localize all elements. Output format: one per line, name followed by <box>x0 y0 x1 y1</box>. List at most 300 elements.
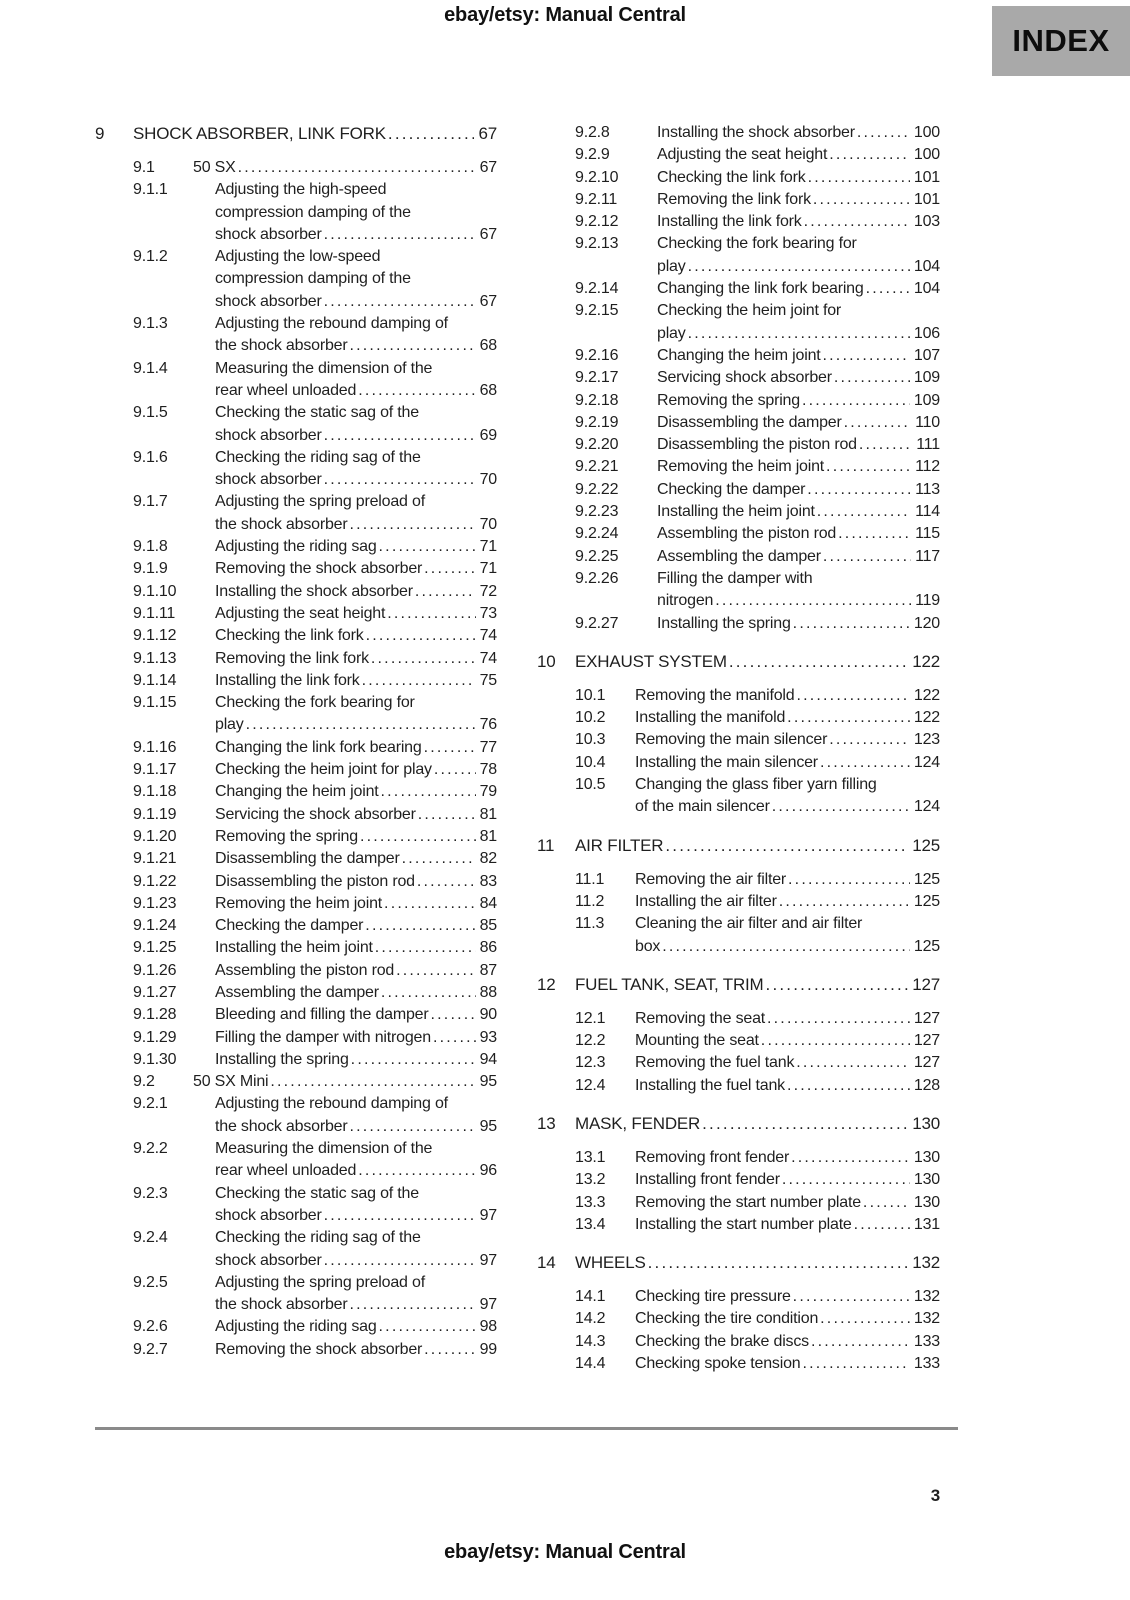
entry-title <box>657 345 940 367</box>
entry-number: 9.2.4 <box>133 1229 168 1247</box>
entry-title <box>657 233 940 278</box>
dot-leader <box>844 412 911 434</box>
dot-leader <box>767 1008 910 1030</box>
entry-title <box>215 179 497 246</box>
entry-page: 130 <box>913 1148 940 1166</box>
entry-page: 76 <box>479 716 497 734</box>
entry-title-line <box>635 1214 940 1236</box>
entry-title <box>215 536 497 558</box>
toc-column <box>95 122 497 1375</box>
dot-leader <box>371 648 476 670</box>
entry-title <box>635 1147 940 1169</box>
entry-page: 114 <box>915 503 940 521</box>
toc-column <box>537 122 940 1375</box>
dot-leader <box>415 581 476 603</box>
dot-leader <box>246 714 476 736</box>
entry-title-line <box>657 367 940 389</box>
entry-title-line <box>215 982 497 1004</box>
chapter-page: 67 <box>478 124 497 143</box>
entry-title-line <box>215 915 497 937</box>
entry-title-line: Adjusting the rebound damping of <box>215 315 448 333</box>
entry-title-text: Removing the shock absorber <box>215 560 423 578</box>
dot-leader <box>834 367 910 389</box>
dot-leader <box>863 1192 910 1214</box>
entry-title-line <box>635 1308 940 1330</box>
entry-title <box>215 402 497 447</box>
entry-title-text: Installing the air filter <box>635 892 777 910</box>
entry-page: 109 <box>913 391 940 409</box>
toc-entry <box>95 871 497 893</box>
toc-entry <box>95 1339 497 1361</box>
entry-title-text: Disassembling the piston rod <box>215 872 415 890</box>
toc-entry <box>95 246 497 313</box>
entry-page: 67 <box>479 292 497 310</box>
dot-leader <box>796 685 909 707</box>
entry-page: 81 <box>479 827 497 845</box>
entry-title-line <box>635 936 940 958</box>
entry-number: 9.1.1 <box>133 181 168 199</box>
toc-entry <box>537 300 940 345</box>
entry-number: 9.1.25 <box>133 939 177 957</box>
dot-leader <box>808 167 910 189</box>
entry-title-text: Changing the heim joint <box>215 783 379 801</box>
entry-number: 11.1 <box>575 870 605 888</box>
entry-title-line <box>215 291 497 313</box>
toc-entry <box>537 144 940 166</box>
entry-title-line: Filling the damper with <box>657 569 813 587</box>
entry-title-text: Removing the shock absorber <box>215 1340 423 1358</box>
dot-leader <box>384 893 476 915</box>
entry-title <box>215 1093 497 1138</box>
toc-entry <box>537 434 940 456</box>
entry-title-line: Adjusting the low-speed <box>215 248 381 266</box>
toc-entry <box>95 937 497 959</box>
toc-entry <box>537 1147 940 1169</box>
toc-entry <box>95 1027 497 1049</box>
entry-number: 9.2.9 <box>575 146 610 164</box>
entry-title-text: of the main silencer <box>635 798 770 816</box>
toc-entry <box>95 670 497 692</box>
entry-title-text: Removing front fender <box>635 1148 790 1166</box>
entry-title <box>635 1192 940 1214</box>
entry-title <box>635 1030 940 1052</box>
chapter-page: 132 <box>912 1253 940 1273</box>
entry-title-line <box>215 737 497 759</box>
dot-leader <box>804 211 910 233</box>
entry-title <box>635 707 940 729</box>
entry-title-line <box>657 613 940 635</box>
entry-page: 115 <box>915 525 940 543</box>
entry-number: 9.1.3 <box>133 315 168 333</box>
entry-title-line <box>215 1049 497 1071</box>
entry-title <box>215 313 497 358</box>
entry-number: 9.1.4 <box>133 359 168 377</box>
entry-title-line <box>635 1008 940 1030</box>
dot-leader <box>434 759 476 781</box>
entry-number: 9.2.24 <box>575 525 619 543</box>
entry-number: 9.1.26 <box>133 961 177 979</box>
entry-title-text: shock absorber <box>215 292 322 310</box>
entry-title <box>635 752 940 774</box>
toc-entry <box>95 982 497 1004</box>
entry-number: 14.4 <box>575 1355 606 1373</box>
entry-title-line <box>657 456 940 478</box>
entry-title-line: Checking the riding sag of the <box>215 448 421 466</box>
entry-number: 14.1 <box>575 1288 606 1306</box>
entry-page: 78 <box>479 761 497 779</box>
footer-title: ebay/etsy: Manual Central <box>444 1541 686 1563</box>
entry-title <box>215 1339 497 1361</box>
toc-entry <box>537 707 940 729</box>
toc-entry <box>537 913 940 958</box>
entry-number: 9.1.10 <box>133 582 177 600</box>
entry-title <box>215 960 497 982</box>
toc-entry <box>537 1052 940 1074</box>
toc-entry <box>95 781 497 803</box>
chapter-title: EXHAUST SYSTEM <box>575 651 727 671</box>
entry-title-line <box>215 759 497 781</box>
entry-title-text: Removing the main silencer <box>635 731 828 749</box>
toc-entry <box>537 1169 940 1191</box>
toc-entry <box>95 313 497 358</box>
entry-page: 122 <box>913 709 940 727</box>
entry-title-text: Installing front fender <box>635 1171 780 1189</box>
entry-title-line <box>635 1075 940 1097</box>
entry-page: 88 <box>479 983 497 1001</box>
entry-title <box>215 937 497 959</box>
entry-page: 104 <box>913 257 940 275</box>
entry-title <box>657 613 940 635</box>
dot-leader <box>829 144 910 166</box>
toc-entry <box>95 1227 497 1272</box>
entry-title-line: Measuring the dimension of the <box>215 359 433 377</box>
entry-number: 9.1.13 <box>133 649 177 667</box>
entry-number: 9.2.27 <box>575 614 619 632</box>
chapter-number: 9 <box>95 124 105 143</box>
entry-page: 84 <box>479 894 497 912</box>
dot-leader <box>349 514 475 536</box>
entry-title-text: Installing the link fork <box>215 671 360 689</box>
toc-entry <box>537 1030 940 1052</box>
entry-page: 77 <box>479 738 497 756</box>
entry-number: 9.2 <box>133 1073 155 1091</box>
chapter-page: 125 <box>912 835 940 855</box>
toc-entry <box>95 915 497 937</box>
toc-entry <box>95 1071 497 1093</box>
toc-entry <box>537 345 940 367</box>
entry-title-line: Adjusting the spring preload of <box>215 1273 425 1291</box>
entry-title-text: 50 SX <box>193 159 236 176</box>
toc-entry <box>95 893 497 915</box>
entry-page: 101 <box>913 190 940 208</box>
entry-number: 12.2 <box>575 1032 606 1050</box>
entry-title-text: play <box>657 257 686 275</box>
dot-leader <box>788 869 910 891</box>
entry-number: 9.1.18 <box>133 783 177 801</box>
entry-number: 9.1.5 <box>133 404 168 422</box>
entry-title-text: Removing the link fork <box>215 649 369 667</box>
entry-title <box>657 367 940 389</box>
entry-number: 9.1.23 <box>133 894 177 912</box>
toc-entry <box>95 1049 497 1071</box>
toc-entry <box>537 1075 940 1097</box>
entry-title-line <box>635 1353 940 1375</box>
entry-page: 71 <box>479 538 497 556</box>
entry-title <box>215 558 497 580</box>
entry-title-text: Adjusting the riding sag <box>215 1318 377 1336</box>
entry-title <box>215 581 497 603</box>
entry-title-line <box>215 425 497 447</box>
dot-leader <box>324 1250 476 1272</box>
entry-number: 9.1.14 <box>133 671 177 689</box>
toc-entry <box>95 1316 497 1338</box>
entry-title-line <box>215 648 497 670</box>
entry-page: 104 <box>913 280 940 298</box>
toc-entry <box>537 1192 940 1214</box>
entry-title-line: Checking the static sag of the <box>215 404 419 422</box>
entry-title-line <box>215 1205 497 1227</box>
dot-leader <box>365 915 475 937</box>
entry-title-text: Adjusting the riding sag <box>215 538 377 556</box>
entry-title-text: Installing the link fork <box>657 213 802 231</box>
toc-entry <box>537 1331 940 1353</box>
toc-entry <box>537 568 940 613</box>
dot-leader <box>838 523 911 545</box>
entry-number: 9.1.15 <box>133 694 177 712</box>
dot-leader <box>662 936 910 958</box>
dot-leader <box>349 1294 475 1316</box>
toc-entry <box>95 358 497 403</box>
entry-page: 123 <box>913 731 940 749</box>
entry-title-line <box>657 122 940 144</box>
entry-number: 9.1.12 <box>133 627 177 645</box>
toc-entry <box>95 826 497 848</box>
entry-number: 9.2.10 <box>575 168 619 186</box>
entry-title <box>215 1272 497 1317</box>
toc-entry <box>537 122 940 144</box>
dot-leader <box>791 1147 910 1169</box>
entry-title-text: shock absorber <box>215 426 322 444</box>
entry-title <box>215 670 497 692</box>
entry-number: 9.2.3 <box>133 1184 168 1202</box>
dot-leader <box>431 1004 476 1026</box>
entry-title-line <box>635 1192 940 1214</box>
toc-entry <box>95 558 497 580</box>
dot-leader <box>381 781 476 803</box>
entry-title <box>215 1316 497 1338</box>
entry-number: 14.2 <box>575 1310 606 1328</box>
entry-number: 10.5 <box>575 776 606 794</box>
entry-title <box>657 568 940 613</box>
entry-title-line <box>635 796 940 818</box>
entry-title-line <box>215 937 497 959</box>
dot-leader <box>782 1169 910 1191</box>
entry-page: 130 <box>913 1171 940 1189</box>
entry-page: 97 <box>479 1251 497 1269</box>
entry-title-text: Removing the spring <box>657 391 800 409</box>
entry-number: 10.4 <box>575 753 606 771</box>
footer-rule <box>95 1427 958 1430</box>
entry-title-text: Installing the shock absorber <box>215 582 413 600</box>
toc-entry <box>537 233 940 278</box>
entry-title-text: Installing the heim joint <box>657 503 815 521</box>
toc-entry <box>537 891 940 913</box>
toc-entry <box>537 774 940 819</box>
toc-entry <box>537 1008 940 1030</box>
entry-page: 67 <box>479 159 497 176</box>
dot-leader <box>424 737 476 759</box>
entry-page: 95 <box>479 1117 497 1135</box>
entry-title-line <box>215 625 497 647</box>
chapter-page: 127 <box>912 974 940 994</box>
dot-leader <box>417 871 476 893</box>
toc-entry <box>537 367 940 389</box>
entry-title-text: Checking the damper <box>657 480 806 498</box>
entry-page: 90 <box>479 1006 497 1024</box>
entry-title-text: Checking the link fork <box>657 168 806 186</box>
toc-entry <box>537 479 940 501</box>
entry-title-text: Servicing shock absorber <box>657 369 832 387</box>
entry-title <box>215 1138 497 1183</box>
entry-title <box>635 685 940 707</box>
dot-leader <box>424 558 475 580</box>
entry-number: 9.1 <box>133 159 155 176</box>
entry-title-line <box>215 469 497 491</box>
entry-title-text: Checking the damper <box>215 917 364 935</box>
entry-page: 94 <box>479 1050 497 1068</box>
toc-chapter <box>537 1251 940 1275</box>
dot-leader <box>779 891 910 913</box>
chapter-number: 13 <box>537 1113 556 1133</box>
entry-title-line <box>657 345 940 367</box>
dot-leader <box>761 1030 910 1052</box>
entry-page: 71 <box>479 560 497 578</box>
entry-title-text: Bleeding and filling the damper <box>215 1006 429 1024</box>
entry-page: 133 <box>913 1332 940 1350</box>
entry-title-line <box>215 558 497 580</box>
entry-title <box>635 1075 940 1097</box>
dot-leader <box>418 804 476 826</box>
toc-entry <box>95 491 497 536</box>
dot-leader <box>324 469 476 491</box>
entry-number: 9.2.16 <box>575 346 619 364</box>
toc-entry <box>95 581 497 603</box>
entry-number: 9.2.7 <box>133 1340 168 1358</box>
entry-title-text: Removing the manifold <box>635 686 795 704</box>
dot-leader <box>829 729 910 751</box>
toc-entry <box>537 869 940 891</box>
page-number: 3 <box>930 1486 940 1505</box>
entry-number: 9.1.19 <box>133 805 177 823</box>
dot-leader <box>793 613 910 635</box>
entry-title-text: the shock absorber <box>215 337 348 355</box>
entry-page: 125 <box>913 870 940 888</box>
entry-title-line <box>657 323 940 345</box>
toc-entry <box>537 546 940 568</box>
entry-title-line: Measuring the dimension of the <box>215 1140 433 1158</box>
toc-entry <box>537 1308 940 1330</box>
entry-title <box>635 891 940 913</box>
entry-page: 70 <box>479 515 497 533</box>
entry-number: 9.2.20 <box>575 436 619 454</box>
entry-title-line <box>215 848 497 870</box>
entry-number: 12.3 <box>575 1054 606 1072</box>
toc-entry <box>95 1093 497 1138</box>
toc-entry <box>95 692 497 737</box>
toc-entry <box>95 447 497 492</box>
entry-title-line <box>215 781 497 803</box>
entry-page: 125 <box>913 892 940 910</box>
entry-title-line <box>215 670 497 692</box>
entry-title <box>635 1331 940 1353</box>
entry-page: 122 <box>913 686 940 704</box>
entry-title-text: shock absorber <box>215 471 322 489</box>
entry-title-text: Removing the heim joint <box>657 458 825 476</box>
entry-title-text: Removing the spring <box>215 827 358 845</box>
entry-page: 120 <box>913 614 940 632</box>
entry-page: 87 <box>479 961 497 979</box>
dot-leader <box>813 189 910 211</box>
toc-chapter <box>537 834 940 858</box>
toc-chapter <box>95 122 497 146</box>
chapter-title: SHOCK ABSORBER, LINK FORK <box>133 124 386 143</box>
entry-number: 9.1.22 <box>133 872 177 890</box>
entry-title-line <box>657 523 940 545</box>
entry-title-text: Mounting the seat <box>635 1032 759 1050</box>
entry-page: 124 <box>913 798 940 816</box>
toc-entry <box>537 752 940 774</box>
dot-leader <box>387 603 475 625</box>
entry-title-line: Checking the riding sag of the <box>215 1229 421 1247</box>
entry-title <box>215 1027 497 1049</box>
entry-page: 106 <box>913 324 940 342</box>
entry-title <box>215 1004 497 1026</box>
entry-title-line <box>193 1071 497 1093</box>
entry-title-text: Assembling the damper <box>215 983 379 1001</box>
entry-title <box>657 523 940 545</box>
entry-title <box>657 390 940 412</box>
entry-title <box>657 278 940 300</box>
entry-page: 70 <box>479 471 497 489</box>
entry-number: 9.1.24 <box>133 917 177 935</box>
dot-leader <box>324 1205 476 1227</box>
dot-leader <box>379 536 476 558</box>
entry-number: 10.3 <box>575 731 606 749</box>
entry-number: 9.1.6 <box>133 448 168 466</box>
toc-entry <box>95 737 497 759</box>
entry-title-line <box>657 144 940 166</box>
entry-page: 127 <box>913 1009 940 1027</box>
dot-leader <box>796 1052 910 1074</box>
entry-page: 83 <box>479 872 497 890</box>
chapter-number: 14 <box>537 1253 556 1273</box>
entry-title-line <box>657 590 940 612</box>
entry-page: 81 <box>479 805 497 823</box>
dot-leader <box>772 796 910 818</box>
entry-number: 9.2.26 <box>575 569 619 587</box>
entry-title <box>635 1052 940 1074</box>
entry-title-line <box>215 1316 497 1338</box>
entry-page: 113 <box>915 480 940 498</box>
entry-number: 9.1.11 <box>133 604 176 622</box>
entry-number: 9.2.14 <box>575 280 619 298</box>
entry-title-line <box>215 603 497 625</box>
entry-title <box>215 1183 497 1228</box>
toc-entry <box>95 179 497 246</box>
dot-leader <box>866 278 910 300</box>
toc-entry <box>95 603 497 625</box>
entry-title <box>657 456 940 478</box>
